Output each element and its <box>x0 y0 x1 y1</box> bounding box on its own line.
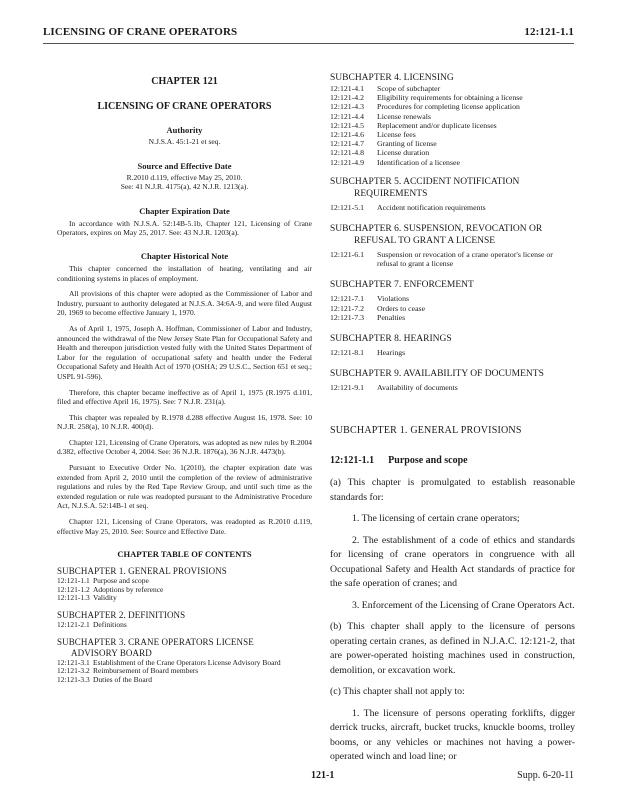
toc-entry-title: Availability of documents <box>377 383 458 393</box>
toc-subchapter: SUBCHAPTER 6. SUSPENSION, REVOCATION OR <box>330 224 543 235</box>
toc-subchapter: SUBCHAPTER 9. AVAILABILITY OF DOCUMENTS <box>330 369 544 380</box>
toc-group <box>330 223 575 268</box>
toc-entry-number: 12:121-4.9 <box>330 157 365 167</box>
toc-entry-title: Validity <box>93 593 117 603</box>
toc-entry-number: 12:121-7.3 <box>330 312 365 322</box>
toc-entry-number: 12:121-4.7 <box>330 139 365 149</box>
toc-entry-title: Violations <box>377 294 410 304</box>
toc-entry-number: 12:121-3.3 <box>57 674 90 684</box>
toc-group <box>330 72 575 167</box>
toc-entry[interactable] <box>330 102 575 111</box>
toc-subchapter: SUBCHAPTER 3. CRANE OPERATORS LICENSE <box>57 636 254 647</box>
toc-group <box>330 368 575 392</box>
toc-entry[interactable] <box>57 676 312 685</box>
history-paragraph: Pursuant to Executive Order No. 1(2010), the chapter expiration date was extended from April 2, 2010 until the completion of the review of administrative regulations and rules by the Red Tape Review Group, and until such time as the extended regulation or rule was readopted pursuant to the Administrative Procedure Act, N.J.S.A. 52:14B-1 et seq. <box>57 463 312 511</box>
section-heading <box>330 450 575 468</box>
toc-entry-number: 12:121-8.1 <box>330 348 365 358</box>
toc-group <box>57 610 312 630</box>
history-paragraph: All provisions of this chapter were adopted as the Commissioner of Labor and Industry, pursuant to authority delegated at N.J.S.A. 34:6A-9, and were filed August 20, 1969 to become effective January 1, 1970. <box>57 289 312 318</box>
paragraph-c: (c) This chapter shall not apply to: <box>330 686 465 698</box>
authority-text: N.J.S.A. 45:1-21 et seq. <box>148 137 221 146</box>
toc-subchapter-cont: REQUIREMENTS <box>354 188 428 199</box>
toc-group <box>330 176 575 212</box>
toc-entry-number: 12:121-1.3 <box>57 593 90 603</box>
toc-entry-title: Eligibility requirements for obtaining a license <box>377 93 523 103</box>
paragraph-a2: 2. The establishment of a code of ethics and standards for licensing of crane operators in congruence with all Occupational Safety and Health Act standards of practice for the safe operation of cranes; and <box>330 534 575 590</box>
toc-entry[interactable] <box>330 93 575 102</box>
toc-entry[interactable] <box>330 250 575 268</box>
history-paragraph: As of April 1, 1975, Joseph A. Hoffman, Commissioner of Labor and Industry, announced the withdrawal of the New Jersey State Plan for Occupational Safety and Health and thereupon jurisdiction vested fully with the United States Department of Labor for the regulation of occupational safety and health under the Federal Occupational Safety and Health Act of 1970 (OSHA; 29 U.S.C., Section 651 et seq.; USPL 91-596). <box>57 323 312 381</box>
toc-entry[interactable] <box>330 121 575 130</box>
toc-entry-number: 12:121-3.1 <box>57 657 90 667</box>
authority-heading: Authority <box>166 125 203 135</box>
paragraph-b: (b) This chapter shall apply to the licensure of persons operating certain cranes, as defined in N.J.A.C. 12:121-2, that are power-operated hoisting machines used in construction, demolition, or excavation work. <box>330 621 575 676</box>
toc-entry-title: Scope of subchapter <box>377 84 441 93</box>
toc-entry[interactable] <box>330 130 575 139</box>
body-subchapter-heading: SUBCHAPTER 1. GENERAL PROVISIONS <box>330 425 522 437</box>
history-paragraph: Chapter 121, Licensing of Crane Operators, was adopted as new rules by R.2004 d.382, effective October 4, 2004. See: 36 N.J.R. 1876(a), 36 N.J.R. 4473(b). <box>57 437 312 457</box>
toc-subchapter-cont: ADVISORY BOARD <box>71 647 152 658</box>
paragraph-a1: 1. The licensing of certain crane operators; <box>352 513 520 525</box>
toc-entry-title: Suspension or revocation of a crane operator's license or refusal to grant a license <box>377 250 553 269</box>
toc-entry[interactable] <box>330 139 575 148</box>
toc-entry-title: Replacement and/or duplicate licenses <box>377 120 497 130</box>
history-paragraph: This chapter concerned the installation of heating, ventilating and air conditioning systems in places of employment. <box>57 263 312 283</box>
toc-entry-number: 12:121-1.1 <box>57 576 90 586</box>
toc-entry-number: 12:121-6.1 <box>330 250 365 260</box>
toc-entry-title: License fees <box>377 130 416 140</box>
toc-subchapter: SUBCHAPTER 5. ACCIDENT NOTIFICATION <box>330 176 520 187</box>
toc-entry[interactable] <box>330 348 575 357</box>
toc-entry[interactable] <box>57 621 312 630</box>
toc-entry-number: 12:121-9.1 <box>330 383 365 393</box>
section-number: 12:121-1.1 <box>330 455 375 467</box>
toc-entry[interactable] <box>330 84 575 93</box>
toc-entry-title: License renewals <box>377 111 431 121</box>
running-header <box>43 26 574 42</box>
toc-entry-title: Hearings <box>377 348 406 358</box>
paragraph-a: (a) This chapter is promulgated to establish reasonable standards for: <box>330 477 575 503</box>
toc-entry-number: 12:121-4.3 <box>330 102 365 112</box>
toc-entry-title: Reimbursement of Board members <box>93 666 199 676</box>
toc-subchapter-cont: REFUSAL TO GRANT A LICENSE <box>354 236 496 247</box>
toc-group <box>57 637 312 685</box>
toc-subchapter: SUBCHAPTER 2. DEFINITIONS <box>57 610 186 620</box>
header-section: 12:121-1.1 <box>524 26 574 38</box>
toc-entry-title: Definitions <box>93 620 127 629</box>
toc-subchapter: SUBCHAPTER 4. LICENSING <box>330 73 454 83</box>
toc-entry-title: Accident notification requirements <box>377 202 486 212</box>
toc-entry[interactable] <box>330 304 575 313</box>
toc-group <box>330 279 575 322</box>
toc-entry-number: 12:121-1.2 <box>57 584 90 594</box>
supplement-date: Supp. 6-20-11 <box>517 770 574 781</box>
paragraph-c1: 1. The licensure of persons operating forklifts, digger derrick trucks, aircraft, bucket trucks, knuckle booms, trolley booms, or any vehicles or machines not having a power-operated winch and load line; or <box>330 707 575 763</box>
toc-entry-number: 12:121-5.1 <box>330 202 365 212</box>
toc-group <box>330 333 575 357</box>
toc-entry-number: 12:121-7.1 <box>330 294 365 304</box>
history-paragraph: This chapter was repealed by R.1978 d.288 effective August 16, 1978. See: 10 N.J.R. 258(a), 10 N.J.R. 400(d). <box>57 412 312 432</box>
toc-entry[interactable] <box>330 294 575 303</box>
toc-entry-title: Duties of the Board <box>93 674 152 684</box>
toc-entry[interactable] <box>330 148 575 157</box>
chapter-title: LICENSING OF CRANE OPERATORS <box>97 101 272 112</box>
toc-subchapter: SUBCHAPTER 8. HEARINGS <box>330 334 452 345</box>
toc-entry[interactable] <box>330 112 575 121</box>
toc-entry[interactable] <box>330 203 575 212</box>
paragraph-a3: 3. Enforcement of the Licensing of Crane Operators Act. <box>352 599 575 611</box>
toc-entry-title: Granting of license <box>377 139 437 149</box>
history-heading: Chapter Historical Note <box>140 250 229 261</box>
toc-entry[interactable] <box>330 383 575 392</box>
toc-entry-number: 12:121-7.2 <box>330 303 365 313</box>
toc-entry-number: 12:121-4.8 <box>330 148 365 158</box>
toc-group <box>57 566 312 603</box>
toc-entry-title: Establishment of the Crane Operators License Advisory Board <box>93 657 281 667</box>
section-title: Purpose and scope <box>388 455 468 467</box>
toc-entry-title: Penalties <box>377 312 406 322</box>
toc-entry-number: 12:121-4.1 <box>330 84 365 93</box>
toc-entry-number: 12:121-4.4 <box>330 111 365 121</box>
toc-entry[interactable] <box>57 594 312 603</box>
toc-entry-number: 12:121-4.6 <box>330 130 365 140</box>
history-paragraph: Therefore, this chapter became ineffective as of April 1, 1975 (R.1975 d.101, filed and effective April 16, 1975). See: 7 N.J.R. 231(a). <box>57 387 312 407</box>
source-line-1: R.2010 d.119, effective May 25, 2010. <box>126 172 243 182</box>
toc-entry[interactable] <box>330 158 575 167</box>
toc-entry-number: 12:121-4.5 <box>330 120 365 130</box>
toc-heading: CHAPTER TABLE OF CONTENTS <box>117 549 252 560</box>
page-number: 121-1 <box>311 770 335 781</box>
source-heading: Source and Effective Date <box>137 160 232 171</box>
header-rule <box>43 43 574 44</box>
toc-entry-title: Adoptions by reference <box>93 584 164 594</box>
toc-entry-number: 12:121-3.2 <box>57 666 90 676</box>
right-column <box>330 72 575 765</box>
toc-entry-title: Procedures for completing license application <box>377 102 520 112</box>
expiration-text: In accordance with N.J.S.A. 52:14B-5.1b, Chapter 121, Licensing of Crane Operators, expires on May 25, 2017. See: 43 N.J.R. 1203(a). <box>57 218 312 238</box>
toc-entry-number: 12:121-4.2 <box>330 93 365 103</box>
expiration-heading: Chapter Expiration Date <box>139 205 230 216</box>
toc-entry-title: License duration <box>377 148 430 158</box>
toc-entry-title: Identification of a licensee <box>377 157 460 167</box>
left-column <box>57 62 312 684</box>
toc-entry-number: 12:121-2.1 <box>57 620 90 629</box>
toc-subchapter: SUBCHAPTER 7. ENFORCEMENT <box>330 280 474 291</box>
toc-subchapter: SUBCHAPTER 1. GENERAL PROVISIONS <box>57 566 227 577</box>
history-paragraph: Chapter 121, Licensing of Crane Operators, was readopted as R.2010 d.119, effective May 25, 2010. See: Source and Effective Date. <box>57 517 312 536</box>
toc-entry[interactable] <box>330 313 575 322</box>
header-title: LICENSING OF CRANE OPERATORS <box>43 26 238 38</box>
chapter-number: CHAPTER 121 <box>151 76 218 87</box>
toc-entry-title: Purpose and scope <box>93 576 149 586</box>
source-line-2: See: 41 N.J.R. 4175(a), 42 N.J.R. 1213(a). <box>120 182 249 192</box>
toc-entry-title: Orders to cease <box>377 303 426 313</box>
